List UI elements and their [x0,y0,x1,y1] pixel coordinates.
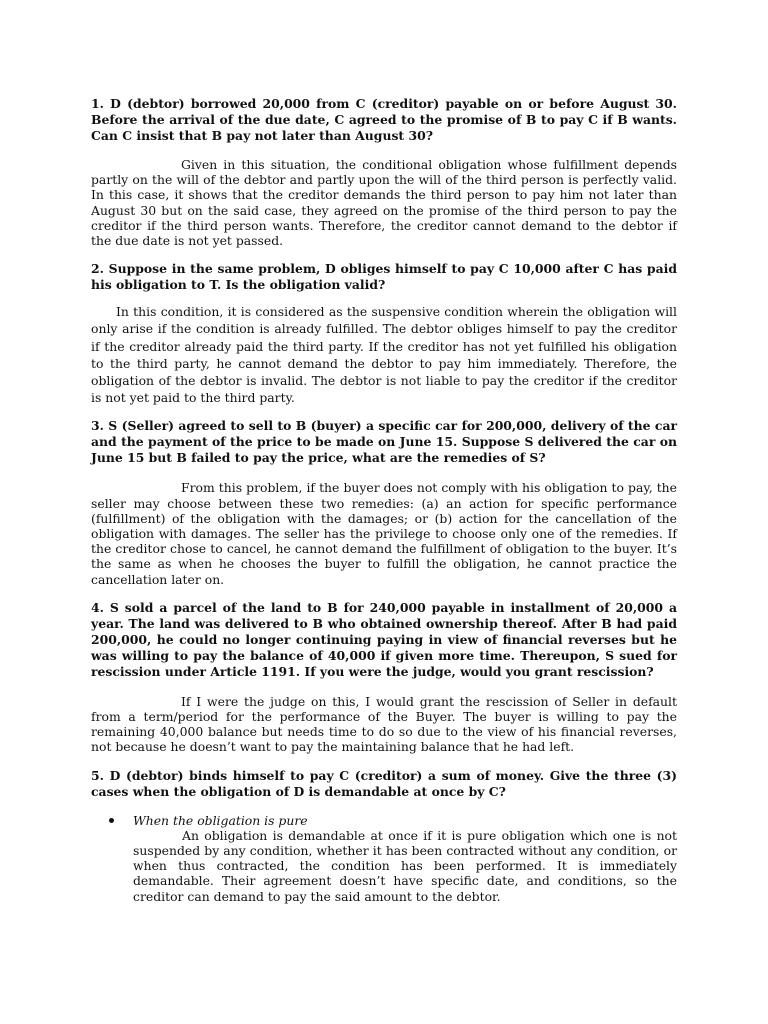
bullet-item [91,813,677,904]
answer-2: In this condition, it is considered as the suspensive condition wherein the obligation will only arise if the condition is already fulfilled. The debtor obliges himself to pay the creditor if the creditor already paid the third party. If the creditor has not yet fulfilled his obligation to the third party, he cannot demand the debtor to pay him immediately. Therefore, the obligation of the debtor is invalid. The debtor is not liable to pay the creditor if the creditor is not yet paid to the third party. [91,304,677,406]
bullet-dot-icon [109,818,114,823]
answer-3: From this problem, if the buyer does not comply with his obligation to pay, the seller may choose between these two remedies: (a) an action for specific performance (fulfillment) of the obligation with the damages; or (b) action for the cancellation of the obligation with damages. The seller has the privilege to choose only one of the remedies. If the creditor chose to cancel, he cannot demand the fulfillment of obligation to the buyer. It’s the same as when he chooses the buyer to fulfill the obligation, he cannot practice the cancellation later on. [91,480,677,587]
question-4: 4. S sold a parcel of the land to B for 240,000 payable in installment of 20,000 a year. The land was delivered to B who obtained ownership thereof. After B had paid 200,000, he could no longer continuing paying in view of financial reverses but he was willing to pay the balance of 40,000 if given more time. Thereupon, S sued for rescission under Article 1191. If you were the judge, would you grant rescission? [91,599,677,679]
answer-4: If I were the judge on this, I would grant the rescission of Seller in default from a term/period for the performance of the Buyer. The buyer is willing to pay the remaining 40,000 balance but needs time to do so due to the view of his financial reverses, not because he doesn’t want to pay the maintaining balance that he had left. [91,693,677,755]
answer-1: Given in this situation, the conditional obligation whose fulfillment depends partly on the will of the debtor and partly upon the will of the third person is perfectly valid. In this case, it shows that the creditor demands the third person to pay him not later than August 30 but on the said case, they agreed on the promise of the third person to pay the creditor if the third person wants. Therefore, the creditor cannot demand to the debtor if the due date is not yet passed. [91,157,677,249]
question-3: 3. S (Seller) agreed to sell to B (buyer) a specific car for 200,000, delivery of the car and the payment of the price to be made on June 15. Suppose S delivered the car on June 15 but B failed to pay the price, what are the remedies of S? [91,418,677,466]
question-5: 5. D (debtor) binds himself to pay C (creditor) a sum of money. Give the three (3) cases when the obligation of D is demandable at once by C? [91,767,677,799]
bullet-title: When the obligation is pure [133,812,308,828]
document-page [91,96,677,904]
bullet-body: An obligation is demandable at once if it is pure obligation which one is not suspended by any condition, whether it has been contracted without any condition, or when thus contracted, the condition has been performed. It is immediately demandable. Their agreement doesn’t have specific date, and conditions, so the creditor can demand to pay the said amount to the debtor. [133,827,677,904]
question-1: 1. D (debtor) borrowed 20,000 from C (creditor) payable on or before August 30. Before the arrival of the due date, C agreed to the promise of B to pay C if B wants. Can C insist that B pay not later than August 30? [91,96,677,143]
question-2: 2. Suppose in the same problem, D obliges himself to pay C 10,000 after C has paid his obligation to T. Is the obligation valid? [91,261,677,293]
